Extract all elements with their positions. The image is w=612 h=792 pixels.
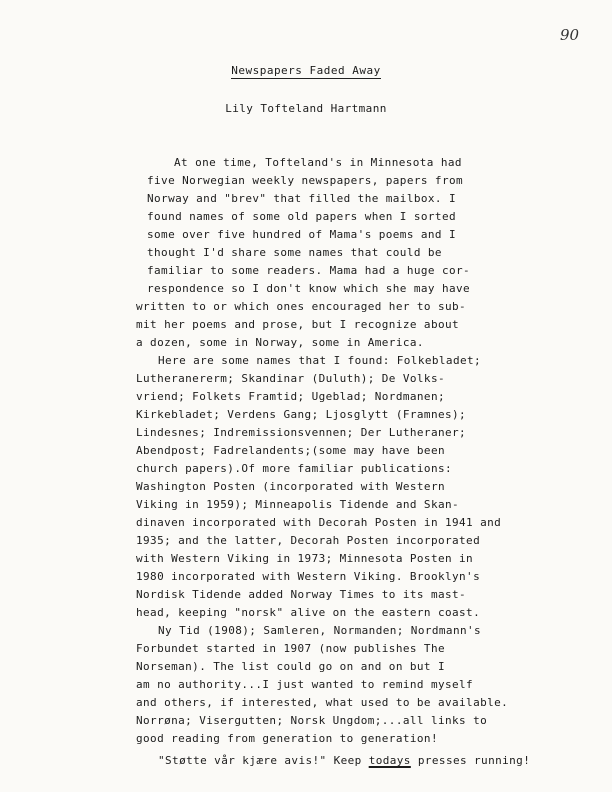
body-line: Forbundet started in 1907 (now publishes The — [136, 642, 445, 655]
body-line: Norrøna; Visergutten; Norsk Ungdom;...all links to — [136, 714, 488, 727]
body-line: written to or which ones encouraged her to sub- — [136, 300, 467, 313]
body-line: church papers).Of more familiar publications: — [136, 462, 453, 475]
closing-line-start: "Støtte vår kjære avis!" Keep — [158, 754, 369, 767]
author-byline: Lily Tofteland Hartmann — [225, 102, 387, 115]
body-line: am no authority...I just wanted to remind myself — [136, 678, 474, 691]
body-line: Nordisk Tidende added Norway Times to its mast- — [136, 588, 467, 601]
body-line: dinaven incorporated with Decorah Posten in 1941 and — [136, 516, 502, 529]
body-line: Lindesnes; Indremissionsvennen; Der Lutheraner; — [136, 426, 467, 439]
body-line: Ny Tid (1908); Samleren, Normanden; Nordmann's — [158, 624, 482, 637]
body-line: five Norwegian weekly newspapers, papers from — [147, 174, 464, 187]
body-line: and others, if interested, what used to be available. — [136, 696, 509, 709]
body-line: head, keeping "norsk" alive on the eastern coast. — [136, 606, 481, 619]
body-line: Here are some names that I found: Folkebladet; — [158, 354, 482, 367]
closing-line-end: presses running! — [410, 754, 531, 767]
body-line: Viking in 1959); Minneapolis Tidende and Skan- — [136, 498, 460, 511]
body-line: thought I'd share some names that could be — [147, 246, 442, 259]
body-line: with Western Viking in 1973; Minnesota Posten in — [136, 552, 474, 565]
body-line: found names of some old papers when I sorted — [147, 210, 456, 223]
body-line: respondence so I don't know which she may have — [147, 282, 471, 295]
underlined-word: todays — [368, 754, 411, 767]
body-line: good reading from generation to generation! — [136, 732, 438, 745]
body-line: Norseman). The list could go on and on but I — [136, 660, 445, 673]
page-number: 90 — [560, 26, 580, 44]
body-line: Abendpost; Fadrelandents;(some may have been — [136, 444, 445, 457]
body-line: 1935; and the latter, Decorah Posten incorporated — [136, 534, 481, 547]
body-line: Kirkebladet; Verdens Gang; Ljosglytt (Framnes); — [136, 408, 467, 421]
body-line: vriend; Folkets Framtid; Ugeblad; Nordmanen; — [136, 390, 445, 403]
body-line: a dozen, some in Norway, some in America. — [136, 336, 424, 349]
body-line: 1980 incorporated with Western Viking. Brooklyn's — [136, 570, 481, 583]
body-line: some over five hundred of Mama's poems and I — [147, 228, 456, 241]
article-title-text: Newspapers Faded Away — [231, 64, 381, 77]
body-line: Lutheranererm; Skandinar (Duluth); De Volks- — [136, 372, 445, 385]
closing-line — [158, 754, 530, 768]
article-title — [0, 64, 612, 79]
body-line: mit her poems and prose, but I recognize about — [136, 318, 460, 331]
body-line: Norway and "brev" that filled the mailbox. I — [147, 192, 456, 205]
body-line: At one time, Tofteland's in Minnesota had — [174, 156, 462, 169]
body-line: familiar to some readers. Mama had a huge cor- — [147, 264, 471, 277]
body-line: Washington Posten (incorporated with Western — [136, 480, 445, 493]
